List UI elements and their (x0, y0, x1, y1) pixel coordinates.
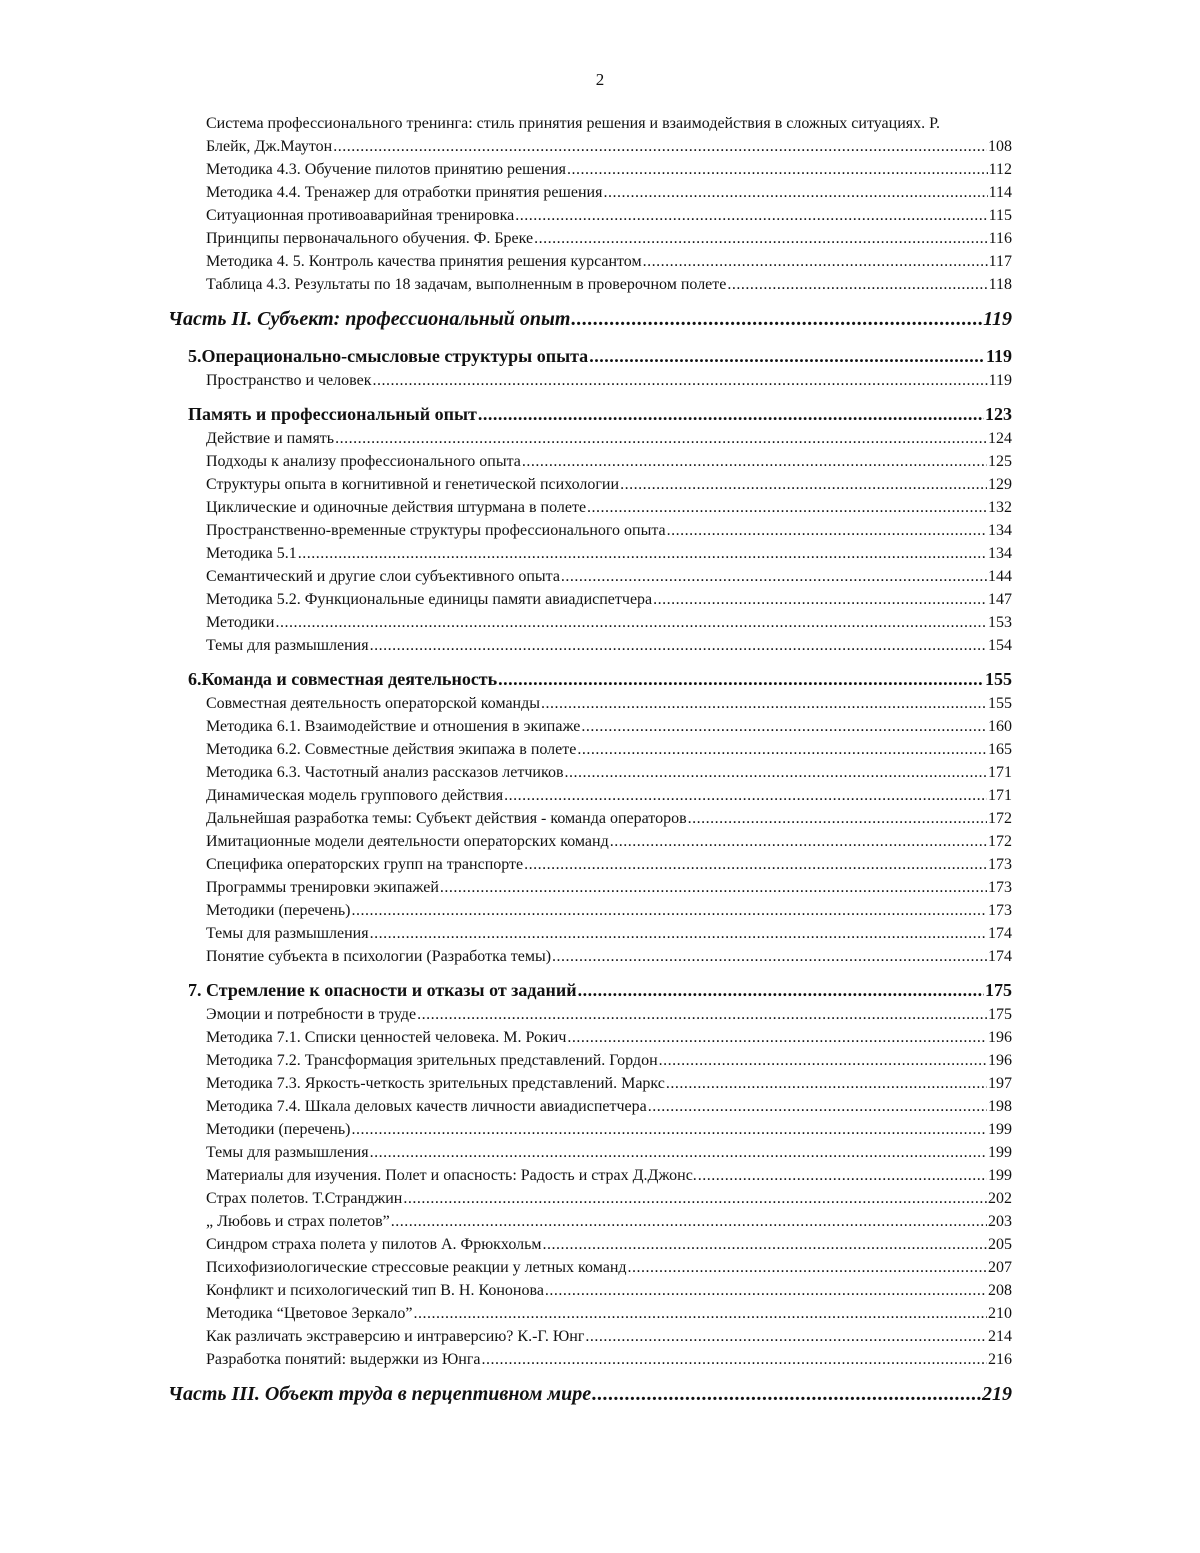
toc-entry-title: Материалы для изучения. Полет и опасность: Радость и страх Д.Джонс. (206, 1167, 697, 1184)
dot-leader (653, 588, 987, 611)
dot-leader (592, 1379, 981, 1409)
dot-leader (628, 1256, 987, 1279)
toc-page-number: 123 (985, 404, 1012, 424)
toc-page-number: 171 (988, 787, 1012, 804)
dot-leader (498, 667, 984, 692)
toc-entry[interactable] (206, 1279, 1012, 1302)
toc-entry[interactable] (206, 692, 1012, 715)
dot-leader (603, 181, 987, 204)
toc-entry-title-continued: Блейк, Дж.Маутон (206, 138, 333, 155)
toc-entry[interactable] (206, 611, 1012, 634)
toc-page-number: 134 (988, 545, 1012, 562)
toc-entry-title: Эмоции и потребности в труде (206, 1006, 417, 1023)
toc-entry-title: Темы для размышления (206, 637, 369, 654)
dot-leader (403, 1187, 987, 1210)
toc-page-number: 173 (988, 902, 1012, 919)
dot-leader (667, 519, 987, 542)
toc-entry[interactable] (206, 112, 1012, 135)
toc-entry[interactable] (206, 542, 1012, 565)
toc-entry-title: Принципы первоначального обучения. Ф. Бреке (206, 230, 534, 247)
toc-entry-title: Как различать экстраверсию и интраверсию? К.-Г. Юнг (206, 1328, 585, 1345)
toc-entry-title: Программы тренировки экипажей (206, 879, 439, 896)
toc-page-number: 108 (988, 138, 1012, 155)
toc-entry[interactable] (206, 1164, 1012, 1187)
toc-entry-title: Семантический и другие слои субъективного опыта (206, 568, 560, 585)
toc-page-number: 196 (988, 1029, 1012, 1046)
toc-entry-title: Психофизиологические стрессовые реакции у летных команд (206, 1259, 627, 1276)
toc-page-number: 203 (988, 1213, 1012, 1230)
toc-entry[interactable] (206, 1325, 1012, 1348)
toc-entry[interactable] (206, 1072, 1012, 1095)
toc-entry-title: Методики (перечень) (206, 1121, 351, 1138)
toc-entry-continuation[interactable] (206, 135, 1012, 158)
dot-leader (478, 402, 984, 427)
toc-entry[interactable] (206, 1187, 1012, 1210)
toc-entry[interactable] (206, 273, 1012, 296)
toc-entry[interactable] (206, 899, 1012, 922)
toc-entry[interactable] (206, 450, 1012, 473)
dot-leader (391, 1210, 987, 1233)
toc-page-number: 199 (988, 1144, 1012, 1161)
toc-entry[interactable] (206, 738, 1012, 761)
toc-entry-title: Память и профессиональный опыт (188, 404, 477, 424)
toc-entry[interactable] (206, 1003, 1012, 1026)
toc-entry-title: Динамическая модель группового действия (206, 787, 504, 804)
toc-page-number: 197 (988, 1075, 1012, 1092)
toc-page-number: 115 (988, 207, 1012, 224)
toc-page-number: 134 (988, 522, 1012, 539)
toc-page-number: 160 (988, 718, 1012, 735)
toc-entry[interactable] (206, 1233, 1012, 1256)
toc-page-number: 175 (988, 1006, 1012, 1023)
toc-entry-title: Страх полетов. Т.Странджин (206, 1190, 403, 1207)
toc-entry-title: Пространственно-временные структуры профессионального опыта (206, 522, 666, 539)
toc-page-number: 119 (988, 372, 1012, 389)
dot-leader (578, 978, 984, 1003)
page-number: 2 (595, 70, 605, 89)
toc-entry-title: Специфика операторских групп на транспорте (206, 856, 524, 873)
toc-page-number: 205 (988, 1236, 1012, 1253)
toc-entry-title: Методика 6.3. Частотный анализ рассказов летчиков (206, 764, 564, 781)
toc-page-number: 112 (988, 161, 1012, 178)
toc-entry[interactable] (206, 369, 1012, 392)
toc-entry[interactable] (206, 1049, 1012, 1072)
toc-entry-title: Пространство и человек (206, 372, 372, 389)
toc-entry-title: 6.Команда и совместная деятельность (188, 669, 498, 689)
toc-page-number: 129 (988, 476, 1012, 493)
toc-page-number: 119 (983, 308, 1012, 330)
toc-entry-title: Методика 7.3. Яркость-четкость зрительных представлений. Маркс (206, 1075, 665, 1092)
dot-leader (565, 761, 987, 784)
dot-leader (610, 830, 987, 853)
toc-entry-title: Методика 5.2. Функциональные единицы памяти авиадиспетчера (206, 591, 653, 608)
dot-leader (482, 1348, 987, 1371)
dot-leader (648, 1095, 987, 1118)
toc-entry[interactable] (206, 761, 1012, 784)
dot-leader (370, 634, 987, 657)
toc-entry[interactable] (206, 473, 1012, 496)
toc-page-number: 175 (985, 980, 1012, 1000)
toc-entry-title: Методика 5.1 (206, 545, 297, 562)
toc-entry-title: Структуры опыта в когнитивной и генетической психологии (206, 476, 620, 493)
toc-entry[interactable] (206, 1095, 1012, 1118)
toc-entry[interactable] (206, 830, 1012, 853)
toc-entry[interactable] (206, 1256, 1012, 1279)
toc-entry-title: Дальнейшая разработка темы: Субъект действия - команда операторов (206, 810, 687, 827)
toc-entry[interactable] (206, 922, 1012, 945)
toc-page-number: 147 (988, 591, 1012, 608)
toc-page-number: 114 (988, 184, 1012, 201)
toc-entry-title: Темы для размышления (206, 1144, 369, 1161)
dot-leader (577, 738, 987, 761)
toc-entry-title: Методика 4. 5. Контроль качества принятия решения курсантом (206, 253, 642, 270)
toc-entry-title: Синдром страха полета у пилотов А. Фрюкхольм (206, 1236, 542, 1253)
dot-leader (643, 250, 988, 273)
toc-entry-title: Методика 4.4. Тренажер для отработки принятия решения (206, 184, 603, 201)
toc-page-number: 202 (988, 1190, 1012, 1207)
toc-entry[interactable] (206, 1348, 1012, 1371)
dot-leader (727, 273, 987, 296)
dot-leader (522, 450, 987, 473)
toc-page-number: 214 (988, 1328, 1012, 1345)
toc-entry[interactable] (206, 427, 1012, 450)
toc-page-number: 198 (988, 1098, 1012, 1115)
toc-page-number: 174 (988, 948, 1012, 965)
toc-entry-title: Методика 7.4. Шкала деловых качеств личности авиадиспетчера (206, 1098, 647, 1115)
toc-entry-title: Ситуационная противоаварийная тренировка (206, 207, 515, 224)
toc-entry[interactable] (206, 1026, 1012, 1049)
toc-entry-title: Имитационные модели деятельности операторских команд (206, 833, 609, 850)
toc-entry-title: Часть III. Объект труда в перцептивном мире (168, 1383, 592, 1405)
toc-entry-title: Часть II. Субъект: профессиональный опыт (168, 308, 571, 330)
toc-entry[interactable] (206, 853, 1012, 876)
dot-leader (275, 611, 987, 634)
dot-leader (585, 1325, 987, 1348)
dot-leader (370, 922, 987, 945)
toc-entry[interactable] (206, 715, 1012, 738)
toc-entry[interactable] (206, 876, 1012, 899)
toc-page-number: 119 (985, 346, 1012, 366)
toc-page-number: 124 (988, 430, 1012, 447)
dot-leader (561, 565, 987, 588)
dot-leader (620, 473, 987, 496)
toc-entry[interactable] (206, 565, 1012, 588)
dot-leader (587, 496, 987, 519)
dot-leader (552, 945, 987, 968)
toc-entry-title: Конфликт и психологический тип В. Н. Кононова (206, 1282, 544, 1299)
toc-chapter-heading[interactable] (188, 344, 1012, 369)
toc-entry[interactable] (206, 1141, 1012, 1164)
toc-page-number: 125 (988, 453, 1012, 470)
dot-leader (372, 369, 987, 392)
toc-entry-title: Таблица 4.3. Результаты по 18 задачам, выполненным в проверочном полете (206, 276, 727, 293)
dot-leader (545, 1279, 987, 1302)
toc-page-number: 171 (988, 764, 1012, 781)
dot-leader (543, 1233, 987, 1256)
toc-page-number: 216 (988, 1351, 1012, 1368)
dot-leader (298, 542, 987, 565)
toc-page-number: 210 (988, 1305, 1012, 1322)
dot-leader (571, 304, 982, 334)
toc-page-number: 153 (988, 614, 1012, 631)
dot-leader (414, 1302, 988, 1325)
toc-entry[interactable] (206, 1118, 1012, 1141)
toc-page-number: 199 (988, 1121, 1012, 1138)
toc-entry-title: Методика 6.2. Совместные действия экипажа в полете (206, 741, 577, 758)
dot-leader (515, 204, 987, 227)
toc-entry-title: Методика 7.2. Трансформация зрительных представлений. Гордон (206, 1052, 658, 1069)
dot-leader (534, 227, 987, 250)
toc-entry-title: Совместная деятельность операторской команды (206, 695, 541, 712)
dot-leader (688, 807, 987, 830)
toc-entry[interactable] (206, 250, 1012, 273)
toc-entry[interactable] (206, 496, 1012, 519)
toc-page-number: 116 (988, 230, 1012, 247)
toc-page-number: 196 (988, 1052, 1012, 1069)
toc-page-number: 173 (988, 856, 1012, 873)
toc-page-number: 172 (988, 810, 1012, 827)
dot-leader (504, 784, 987, 807)
toc-chapter-heading[interactable] (188, 978, 1012, 1003)
dot-leader (440, 876, 987, 899)
dot-leader (352, 899, 987, 922)
dot-leader (417, 1003, 987, 1026)
toc-chapter-heading[interactable] (188, 667, 1012, 692)
toc-entry-title: Циклические и одиночные действия штурмана в полете (206, 499, 587, 516)
dot-leader (541, 692, 987, 715)
toc-entry-title: „ Любовь и страх полетов” (206, 1213, 390, 1230)
toc-page-number: 208 (988, 1282, 1012, 1299)
toc-page-number: 155 (988, 695, 1012, 712)
toc-entry[interactable] (206, 634, 1012, 657)
toc-entry-title: Понятие субъекта в психологии (Разработка темы) (206, 948, 552, 965)
toc-entry-title: Методики (перечень) (206, 902, 351, 919)
toc-entry-title: Разработка понятий: выдержки из Юнга (206, 1351, 481, 1368)
toc-entry[interactable] (206, 204, 1012, 227)
dot-leader (698, 1164, 987, 1187)
dot-leader (370, 1141, 987, 1164)
toc-part-heading[interactable] (168, 1379, 1012, 1409)
toc-entry[interactable] (206, 784, 1012, 807)
dot-leader (567, 1026, 987, 1049)
toc-entry[interactable] (206, 807, 1012, 830)
toc-entry[interactable] (206, 181, 1012, 204)
toc-entry-title: 7. Стремление к опасности и отказы от заданий (188, 980, 577, 1000)
toc-entry[interactable] (206, 588, 1012, 611)
toc-entry-title: Подходы к анализу профессионального опыта (206, 453, 521, 470)
dot-leader (589, 344, 985, 369)
table-of-contents (0, 112, 1200, 1417)
toc-page-number: 173 (988, 879, 1012, 896)
toc-entry[interactable] (206, 1302, 1012, 1325)
toc-part-heading[interactable] (168, 304, 1012, 334)
dot-leader (666, 1072, 987, 1095)
toc-page-number: 207 (988, 1259, 1012, 1276)
toc-page-number: 155 (985, 669, 1012, 689)
toc-page-number: 132 (988, 499, 1012, 516)
dot-leader (659, 1049, 987, 1072)
toc-entry[interactable] (206, 519, 1012, 542)
toc-entry[interactable] (206, 227, 1012, 250)
toc-page-number: 144 (988, 568, 1012, 585)
toc-page-number: 219 (982, 1383, 1012, 1405)
toc-page-number: 172 (988, 833, 1012, 850)
dot-leader (352, 1118, 987, 1141)
dot-leader (333, 135, 987, 158)
toc-entry[interactable] (206, 1210, 1012, 1233)
toc-entry-title: Система профессионального тренинга: стиль принятия решения и взаимодействия в сложных ситуациях. Р. (206, 115, 941, 132)
toc-entry[interactable] (206, 158, 1012, 181)
toc-entry-title: 5.Операционально-смысловые структуры опыта (188, 346, 589, 366)
toc-page-number: 165 (988, 741, 1012, 758)
toc-page-number: 154 (988, 637, 1012, 654)
toc-page-number: 174 (988, 925, 1012, 942)
dot-leader (567, 158, 988, 181)
toc-entry-title: Действие и память (206, 430, 335, 447)
toc-page-number: 199 (988, 1167, 1012, 1184)
toc-entry-title: Методики (206, 614, 275, 631)
dot-leader (524, 853, 987, 876)
toc-entry-title: Методика 7.1. Списки ценностей человека. М. Рокич (206, 1029, 567, 1046)
toc-entry-title: Темы для размышления (206, 925, 369, 942)
toc-page-number: 117 (988, 253, 1012, 270)
dot-leader (581, 715, 987, 738)
dot-leader (335, 427, 987, 450)
toc-entry-title: Методика 6.1. Взаимодействие и отношения в экипаже (206, 718, 581, 735)
toc-entry-title: Методика “Цветовое Зеркало” (206, 1305, 413, 1322)
toc-chapter-heading[interactable] (188, 402, 1012, 427)
toc-entry-title: Методика 4.3. Обучение пилотов принятию решения (206, 161, 567, 178)
toc-entry[interactable] (206, 945, 1012, 968)
toc-page-number: 118 (988, 276, 1012, 293)
